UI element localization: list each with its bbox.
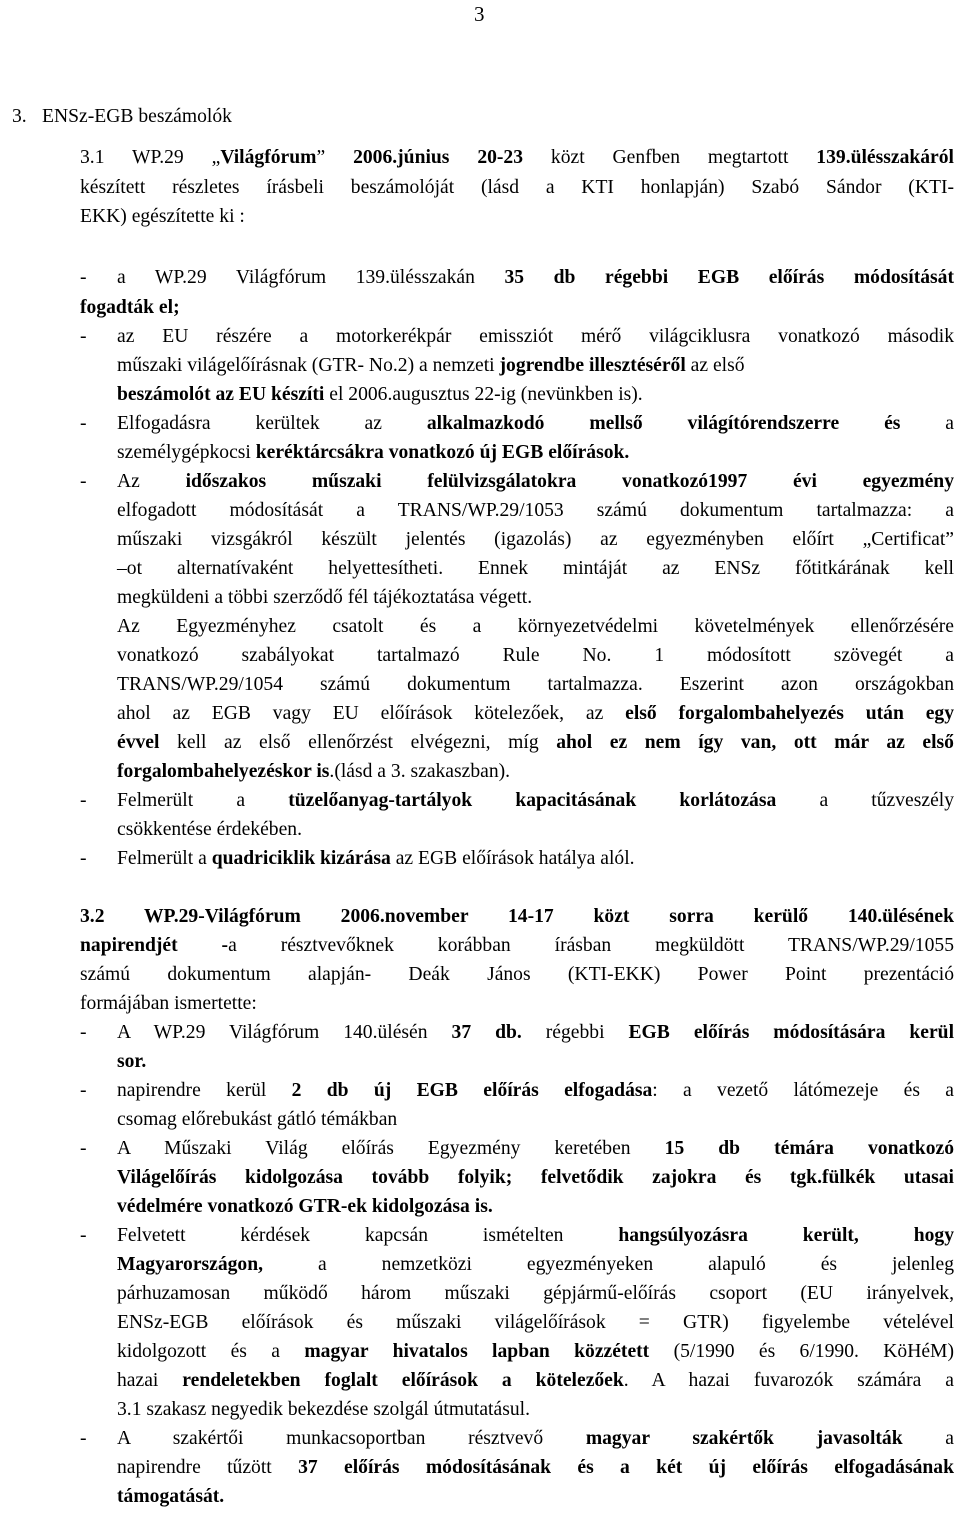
text-line: elfogadott módosítását a TRANS/WP.29/1053 számú dokumentum tartalmazza: a — [117, 500, 954, 521]
section-heading — [12, 104, 232, 129]
text-line: műszaki világelőírásnak (GTR- No.2) a nemzeti jogrendbe illesztéséről az első — [117, 355, 745, 376]
text-line: A WP.29 Világfórum 140.ülésén 37 db. régebbi EGB előírás módosítására kerül — [117, 1022, 955, 1043]
text-line: Felmerült a tüzelőanyag-tartályok kapacitásának korlátozása a tűzveszély — [117, 790, 955, 811]
text-line: Az időszakos műszaki felülvizsgálatokra vonatkozó1997 évi egyezmény — [117, 471, 954, 492]
text-line: vonatkozó szabályokat tartalmazó Rule No. 1 módosított szövegét a — [117, 645, 954, 666]
list-bullet: - — [80, 1428, 87, 1449]
text-line: párhuzamosan működő három műszaki gépjármű-előírás csoport (EU irányelvek, — [117, 1283, 954, 1304]
list-bullet: - — [80, 267, 87, 288]
text-line: 3.2 WP.29-Világfórum 2006.november 14-17 közt sorra kerülő 140.ülésének — [80, 906, 954, 927]
text-line: napirendjét -a résztvevőknek korábban írásban megküldött TRANS/WP.29/1055 — [80, 935, 954, 956]
section-title: ENSz-EGB beszámolók — [42, 106, 232, 127]
section-number: 3. — [12, 106, 27, 127]
text-line: kidolgozott és a magyar hivatalos lapban közzétett (5/1990 és 6/1990. KöHéM) — [117, 1341, 954, 1362]
text-line: készített részletes írásbeli beszámolóját (lásd a KTI honlapján) Szabó Sándor (KTI- — [80, 177, 954, 198]
text-line: A szakértői munkacsoportban résztvevő magyar szakértők javasolták a — [117, 1428, 954, 1449]
text-line: –ot alternatívaként helyettesítheti. Ennek mintáját az ENSz főtitkárának kell — [117, 558, 954, 579]
text-line: ENSz-EGB előírások és műszaki világelőírások = GTR) figyelembe vételével — [117, 1312, 954, 1333]
text-line: megküldeni a többi szerződő fél tájékoztatása végett. — [117, 587, 533, 608]
text-line: forgalombahelyezéskor is.(lásd a 3. szakaszban). — [117, 761, 511, 782]
text-line: 3.1 szakasz negyedik bekezdése szolgál útmutatásul. — [117, 1399, 530, 1420]
text-line: sor. — [117, 1051, 147, 1072]
text-line: EKK) egészítette ki : — [80, 206, 245, 227]
text-line: Elfogadásra kerültek az alkalmazkodó mellső világítórendszerre és a — [117, 413, 954, 434]
text-line: évvel kell az első ellenőrzést elvégezni, míg ahol ez nem így van, ott már az első — [117, 732, 954, 753]
text-line: Az Egyezményhez csatolt és a környezetvédelmi követelmények ellenőrzésére — [117, 616, 954, 637]
text-line: TRANS/WP.29/1054 számú dokumentum tartalmazza. Eszerint azon országokban — [117, 674, 954, 695]
text-line: napirendre tűzött 37 előírás módosításának és a két új előírás elfogadásának — [117, 1457, 954, 1478]
list-bullet: - — [80, 848, 87, 869]
text-line: Felvetett kérdések kapcsán ismételten hangsúlyozásra került, hogy — [117, 1225, 955, 1246]
page-number: 3 — [474, 2, 485, 26]
text-line: Világelőírás kidolgozása tovább folyik; felvetődik zajokra és tgk.fülkék utasai — [117, 1167, 954, 1188]
text-line: csomag előrebukást gátló témákban — [117, 1109, 398, 1130]
list-bullet: - — [80, 1225, 87, 1246]
text-line: 3.1 WP.29 „Világfórum” 2006.június 20-23 közt Genfben megtartott 139.ülésszakáról — [80, 147, 954, 168]
list-bullet: - — [80, 413, 87, 434]
text-line: A Műszaki Világ előírás Egyezmény keretében 15 db témára vonatkozó — [117, 1138, 954, 1159]
text-line: ahol az EGB vagy EU előírások kötelezőek, az első forgalombahelyezés után egy — [117, 703, 954, 724]
list-bullet: - — [80, 1080, 87, 1101]
text-line: támogatását. — [117, 1486, 225, 1507]
list-bullet: - — [80, 1022, 87, 1043]
list-bullet: - — [80, 790, 87, 811]
list-bullet: - — [80, 1138, 87, 1159]
text-line: beszámolót az EU készíti el 2006.augusztus 22-ig (nevünkben is). — [117, 384, 643, 405]
text-line: a WP.29 Világfórum 139.ülésszakán 35 db régebbi EGB előírás módosítását — [117, 267, 954, 288]
text-line: számú dokumentum alapján- Deák János (KTI-EKK) Power Point prezentáció — [80, 964, 954, 985]
text-line: formájában ismertette: — [80, 993, 257, 1014]
text-line: fogadták el; — [80, 297, 180, 318]
text-line: védelmére vonatkozó GTR-ek kidolgozása is. — [117, 1196, 493, 1217]
list-bullet: - — [80, 326, 87, 347]
text-line: műszaki vizsgákról készült jelentés (igazolás) az egyezményben előírt „Certificat” — [117, 529, 954, 550]
text-line: csökkentése érdekében. — [117, 819, 302, 840]
text-line: Magyarországon, a nemzetközi egyezményeken alapuló és jelenleg — [117, 1254, 954, 1275]
text-line: személygépkocsi keréktárcsákra vonatkozó új EGB előírások. — [117, 442, 630, 463]
text-line: az EU részére a motorkerékpár emissziót mérő világciklusra vonatkozó második — [117, 326, 954, 347]
text-line: Felmerült a quadriciklik kizárása az EGB előírások hatálya alól. — [117, 848, 635, 869]
text-line: napirendre kerül 2 db új EGB előírás elfogadása: a vezető látómezeje és a — [117, 1080, 954, 1101]
list-bullet: - — [80, 471, 87, 492]
text-line: hazai rendeletekben foglalt előírások a kötelezőek. A hazai fuvarozók számára a — [117, 1370, 954, 1391]
